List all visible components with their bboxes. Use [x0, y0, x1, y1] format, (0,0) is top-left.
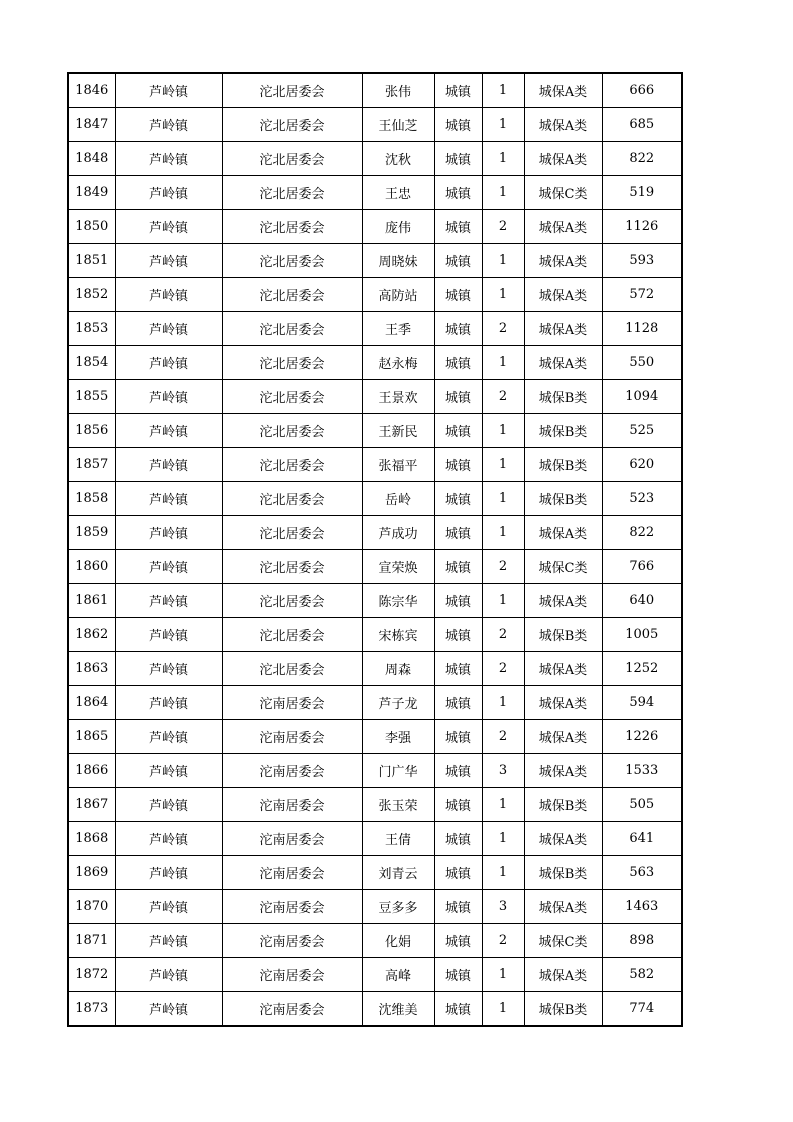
committee-cell: 沱北居委会	[222, 618, 362, 652]
committee-cell: 沱北居委会	[222, 516, 362, 550]
town-cell: 芦岭镇	[115, 312, 222, 346]
serial-cell: 1855	[68, 380, 115, 414]
amount-cell: 550	[602, 346, 682, 380]
serial-cell: 1867	[68, 788, 115, 822]
name-cell: 张玉荣	[362, 788, 434, 822]
records-table	[67, 72, 683, 1027]
serial-cell: 1857	[68, 448, 115, 482]
town-cell: 芦岭镇	[115, 176, 222, 210]
amount-cell: 1252	[602, 652, 682, 686]
amount-cell: 1126	[602, 210, 682, 244]
serial-cell: 1849	[68, 176, 115, 210]
category-cell: 城保A类	[524, 73, 602, 108]
committee-cell: 沱北居委会	[222, 176, 362, 210]
table-row	[68, 278, 682, 312]
serial-cell: 1856	[68, 414, 115, 448]
table-row	[68, 142, 682, 176]
household-size-cell: 1	[482, 822, 524, 856]
name-cell: 豆多多	[362, 890, 434, 924]
town-cell: 芦岭镇	[115, 788, 222, 822]
name-cell: 高峰	[362, 958, 434, 992]
household-size-cell: 1	[482, 244, 524, 278]
amount-cell: 593	[602, 244, 682, 278]
serial-cell: 1870	[68, 890, 115, 924]
amount-cell: 1094	[602, 380, 682, 414]
amount-cell: 572	[602, 278, 682, 312]
town-cell: 芦岭镇	[115, 958, 222, 992]
category-cell: 城保A类	[524, 516, 602, 550]
town-cell: 芦岭镇	[115, 73, 222, 108]
town-cell: 芦岭镇	[115, 856, 222, 890]
table-row	[68, 550, 682, 584]
town-cell: 芦岭镇	[115, 448, 222, 482]
committee-cell: 沱南居委会	[222, 890, 362, 924]
amount-cell: 1533	[602, 754, 682, 788]
serial-cell: 1871	[68, 924, 115, 958]
area-type-cell: 城镇	[434, 482, 482, 516]
committee-cell: 沱北居委会	[222, 142, 362, 176]
town-cell: 芦岭镇	[115, 244, 222, 278]
serial-cell: 1858	[68, 482, 115, 516]
town-cell: 芦岭镇	[115, 686, 222, 720]
serial-cell: 1861	[68, 584, 115, 618]
table-row	[68, 992, 682, 1027]
serial-cell: 1869	[68, 856, 115, 890]
table-row	[68, 516, 682, 550]
town-cell: 芦岭镇	[115, 414, 222, 448]
name-cell: 王季	[362, 312, 434, 346]
table-row	[68, 312, 682, 346]
amount-cell: 505	[602, 788, 682, 822]
town-cell: 芦岭镇	[115, 210, 222, 244]
town-cell: 芦岭镇	[115, 720, 222, 754]
household-size-cell: 2	[482, 618, 524, 652]
committee-cell: 沱南居委会	[222, 822, 362, 856]
household-size-cell: 2	[482, 652, 524, 686]
area-type-cell: 城镇	[434, 73, 482, 108]
town-cell: 芦岭镇	[115, 584, 222, 618]
category-cell: 城保B类	[524, 856, 602, 890]
table-row	[68, 890, 682, 924]
table-row	[68, 210, 682, 244]
amount-cell: 523	[602, 482, 682, 516]
area-type-cell: 城镇	[434, 788, 482, 822]
name-cell: 王景欢	[362, 380, 434, 414]
name-cell: 宋栋宾	[362, 618, 434, 652]
area-type-cell: 城镇	[434, 108, 482, 142]
amount-cell: 1226	[602, 720, 682, 754]
category-cell: 城保B类	[524, 788, 602, 822]
committee-cell: 沱北居委会	[222, 584, 362, 618]
area-type-cell: 城镇	[434, 142, 482, 176]
serial-cell: 1846	[68, 73, 115, 108]
category-cell: 城保A类	[524, 686, 602, 720]
name-cell: 周森	[362, 652, 434, 686]
category-cell: 城保A类	[524, 720, 602, 754]
household-size-cell: 1	[482, 788, 524, 822]
table-row	[68, 788, 682, 822]
name-cell: 芦成功	[362, 516, 434, 550]
area-type-cell: 城镇	[434, 652, 482, 686]
serial-cell: 1847	[68, 108, 115, 142]
area-type-cell: 城镇	[434, 380, 482, 414]
table-row	[68, 720, 682, 754]
committee-cell: 沱北居委会	[222, 346, 362, 380]
serial-cell: 1854	[68, 346, 115, 380]
table-row	[68, 448, 682, 482]
town-cell: 芦岭镇	[115, 924, 222, 958]
category-cell: 城保A类	[524, 312, 602, 346]
serial-cell: 1848	[68, 142, 115, 176]
name-cell: 周晓妹	[362, 244, 434, 278]
town-cell: 芦岭镇	[115, 992, 222, 1027]
committee-cell: 沱南居委会	[222, 856, 362, 890]
area-type-cell: 城镇	[434, 278, 482, 312]
amount-cell: 582	[602, 958, 682, 992]
table-row	[68, 176, 682, 210]
household-size-cell: 1	[482, 73, 524, 108]
committee-cell: 沱南居委会	[222, 686, 362, 720]
table-row	[68, 414, 682, 448]
table-row	[68, 686, 682, 720]
amount-cell: 525	[602, 414, 682, 448]
area-type-cell: 城镇	[434, 550, 482, 584]
serial-cell: 1872	[68, 958, 115, 992]
committee-cell: 沱南居委会	[222, 754, 362, 788]
name-cell: 陈宗华	[362, 584, 434, 618]
table-row	[68, 958, 682, 992]
amount-cell: 594	[602, 686, 682, 720]
serial-cell: 1859	[68, 516, 115, 550]
household-size-cell: 1	[482, 142, 524, 176]
committee-cell: 沱北居委会	[222, 244, 362, 278]
category-cell: 城保B类	[524, 380, 602, 414]
category-cell: 城保A类	[524, 278, 602, 312]
serial-cell: 1860	[68, 550, 115, 584]
category-cell: 城保A类	[524, 958, 602, 992]
area-type-cell: 城镇	[434, 720, 482, 754]
area-type-cell: 城镇	[434, 822, 482, 856]
category-cell: 城保A类	[524, 108, 602, 142]
name-cell: 庞伟	[362, 210, 434, 244]
committee-cell: 沱北居委会	[222, 210, 362, 244]
table-row	[68, 822, 682, 856]
category-cell: 城保B类	[524, 448, 602, 482]
category-cell: 城保C类	[524, 176, 602, 210]
household-size-cell: 1	[482, 176, 524, 210]
town-cell: 芦岭镇	[115, 822, 222, 856]
town-cell: 芦岭镇	[115, 142, 222, 176]
area-type-cell: 城镇	[434, 210, 482, 244]
area-type-cell: 城镇	[434, 244, 482, 278]
category-cell: 城保C类	[524, 550, 602, 584]
table-body	[68, 73, 682, 1026]
serial-cell: 1851	[68, 244, 115, 278]
table-row	[68, 346, 682, 380]
name-cell: 王倩	[362, 822, 434, 856]
area-type-cell: 城镇	[434, 414, 482, 448]
amount-cell: 685	[602, 108, 682, 142]
name-cell: 芦子龙	[362, 686, 434, 720]
committee-cell: 沱北居委会	[222, 482, 362, 516]
name-cell: 张伟	[362, 73, 434, 108]
name-cell: 李强	[362, 720, 434, 754]
committee-cell: 沱南居委会	[222, 788, 362, 822]
amount-cell: 563	[602, 856, 682, 890]
household-size-cell: 2	[482, 380, 524, 414]
amount-cell: 641	[602, 822, 682, 856]
amount-cell: 766	[602, 550, 682, 584]
table-row	[68, 73, 682, 108]
committee-cell: 沱南居委会	[222, 924, 362, 958]
amount-cell: 822	[602, 516, 682, 550]
category-cell: 城保A类	[524, 822, 602, 856]
amount-cell: 774	[602, 992, 682, 1027]
household-size-cell: 1	[482, 958, 524, 992]
household-size-cell: 1	[482, 856, 524, 890]
committee-cell: 沱北居委会	[222, 550, 362, 584]
town-cell: 芦岭镇	[115, 618, 222, 652]
area-type-cell: 城镇	[434, 890, 482, 924]
area-type-cell: 城镇	[434, 754, 482, 788]
committee-cell: 沱北居委会	[222, 73, 362, 108]
category-cell: 城保C类	[524, 924, 602, 958]
serial-cell: 1852	[68, 278, 115, 312]
town-cell: 芦岭镇	[115, 890, 222, 924]
amount-cell: 620	[602, 448, 682, 482]
amount-cell: 898	[602, 924, 682, 958]
serial-cell: 1850	[68, 210, 115, 244]
household-size-cell: 1	[482, 686, 524, 720]
category-cell: 城保A类	[524, 890, 602, 924]
category-cell: 城保A类	[524, 210, 602, 244]
table-row	[68, 584, 682, 618]
committee-cell: 沱南居委会	[222, 992, 362, 1027]
town-cell: 芦岭镇	[115, 380, 222, 414]
category-cell: 城保B类	[524, 992, 602, 1027]
amount-cell: 640	[602, 584, 682, 618]
table-row	[68, 924, 682, 958]
committee-cell: 沱北居委会	[222, 380, 362, 414]
committee-cell: 沱北居委会	[222, 652, 362, 686]
table-row	[68, 244, 682, 278]
name-cell: 高防站	[362, 278, 434, 312]
name-cell: 宣荣焕	[362, 550, 434, 584]
category-cell: 城保B类	[524, 414, 602, 448]
household-size-cell: 1	[482, 448, 524, 482]
household-size-cell: 2	[482, 210, 524, 244]
committee-cell: 沱北居委会	[222, 414, 362, 448]
name-cell: 王忠	[362, 176, 434, 210]
town-cell: 芦岭镇	[115, 516, 222, 550]
area-type-cell: 城镇	[434, 924, 482, 958]
name-cell: 岳岭	[362, 482, 434, 516]
area-type-cell: 城镇	[434, 312, 482, 346]
name-cell: 化娟	[362, 924, 434, 958]
area-type-cell: 城镇	[434, 618, 482, 652]
committee-cell: 沱北居委会	[222, 278, 362, 312]
town-cell: 芦岭镇	[115, 482, 222, 516]
table-row	[68, 618, 682, 652]
household-size-cell: 3	[482, 754, 524, 788]
serial-cell: 1873	[68, 992, 115, 1027]
area-type-cell: 城镇	[434, 584, 482, 618]
amount-cell: 666	[602, 73, 682, 108]
committee-cell: 沱北居委会	[222, 312, 362, 346]
town-cell: 芦岭镇	[115, 278, 222, 312]
town-cell: 芦岭镇	[115, 108, 222, 142]
town-cell: 芦岭镇	[115, 652, 222, 686]
household-size-cell: 1	[482, 346, 524, 380]
category-cell: 城保A类	[524, 754, 602, 788]
serial-cell: 1865	[68, 720, 115, 754]
name-cell: 王仙芝	[362, 108, 434, 142]
committee-cell: 沱南居委会	[222, 720, 362, 754]
town-cell: 芦岭镇	[115, 550, 222, 584]
area-type-cell: 城镇	[434, 856, 482, 890]
household-size-cell: 2	[482, 720, 524, 754]
household-size-cell: 1	[482, 516, 524, 550]
household-size-cell: 3	[482, 890, 524, 924]
committee-cell: 沱南居委会	[222, 958, 362, 992]
category-cell: 城保A类	[524, 584, 602, 618]
name-cell: 门广华	[362, 754, 434, 788]
table-row	[68, 856, 682, 890]
town-cell: 芦岭镇	[115, 754, 222, 788]
name-cell: 沈维美	[362, 992, 434, 1027]
serial-cell: 1866	[68, 754, 115, 788]
name-cell: 张福平	[362, 448, 434, 482]
committee-cell: 沱北居委会	[222, 448, 362, 482]
household-size-cell: 1	[482, 584, 524, 618]
amount-cell: 1128	[602, 312, 682, 346]
area-type-cell: 城镇	[434, 686, 482, 720]
table-row	[68, 482, 682, 516]
category-cell: 城保A类	[524, 346, 602, 380]
household-size-cell: 1	[482, 482, 524, 516]
name-cell: 沈秋	[362, 142, 434, 176]
household-size-cell: 2	[482, 924, 524, 958]
household-size-cell: 1	[482, 414, 524, 448]
category-cell: 城保B类	[524, 618, 602, 652]
table-row	[68, 380, 682, 414]
table-row	[68, 754, 682, 788]
amount-cell: 1005	[602, 618, 682, 652]
name-cell: 赵永梅	[362, 346, 434, 380]
area-type-cell: 城镇	[434, 448, 482, 482]
name-cell: 刘青云	[362, 856, 434, 890]
serial-cell: 1864	[68, 686, 115, 720]
serial-cell: 1853	[68, 312, 115, 346]
category-cell: 城保A类	[524, 652, 602, 686]
household-size-cell: 1	[482, 108, 524, 142]
table-row	[68, 108, 682, 142]
area-type-cell: 城镇	[434, 176, 482, 210]
serial-cell: 1868	[68, 822, 115, 856]
category-cell: 城保B类	[524, 482, 602, 516]
table-row	[68, 652, 682, 686]
area-type-cell: 城镇	[434, 992, 482, 1027]
household-size-cell: 2	[482, 312, 524, 346]
area-type-cell: 城镇	[434, 516, 482, 550]
household-size-cell: 1	[482, 278, 524, 312]
town-cell: 芦岭镇	[115, 346, 222, 380]
household-size-cell: 1	[482, 992, 524, 1027]
area-type-cell: 城镇	[434, 346, 482, 380]
amount-cell: 1463	[602, 890, 682, 924]
serial-cell: 1863	[68, 652, 115, 686]
category-cell: 城保A类	[524, 244, 602, 278]
serial-cell: 1862	[68, 618, 115, 652]
committee-cell: 沱北居委会	[222, 108, 362, 142]
name-cell: 王新民	[362, 414, 434, 448]
household-size-cell: 2	[482, 550, 524, 584]
category-cell: 城保A类	[524, 142, 602, 176]
amount-cell: 519	[602, 176, 682, 210]
amount-cell: 822	[602, 142, 682, 176]
area-type-cell: 城镇	[434, 958, 482, 992]
